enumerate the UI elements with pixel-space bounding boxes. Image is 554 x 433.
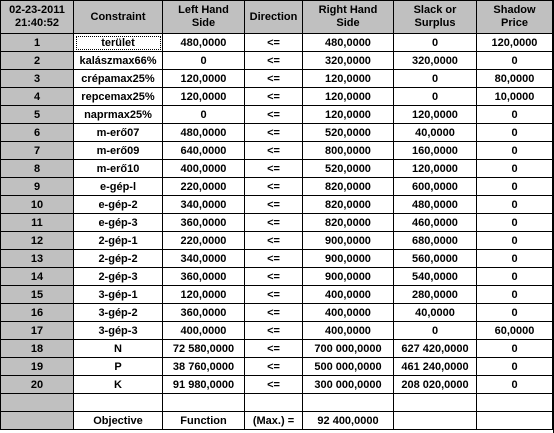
col-header-shadow-price[interactable] (477, 1, 553, 34)
shadow-price-cell[interactable]: 60,0000 (477, 322, 553, 340)
col-header-rhs-line1: Right Hand (318, 4, 378, 16)
col-header-lhs[interactable] (163, 1, 245, 34)
rhs-cell[interactable]: 520,0000 (303, 160, 394, 178)
rhs-cell[interactable]: 520,0000 (303, 124, 394, 142)
slack-cell[interactable]: 280,0000 (394, 286, 477, 304)
constraint-cell[interactable]: 3-gép-2 (74, 304, 163, 322)
blank-cell (303, 394, 394, 412)
row-number[interactable]: 3 (1, 70, 74, 88)
lhs-cell[interactable]: 38 760,0000 (163, 358, 245, 376)
table-row[interactable] (1, 124, 553, 142)
blank-cell (163, 394, 245, 412)
direction-cell[interactable]: <= (245, 88, 303, 106)
row-number[interactable]: 16 (1, 304, 74, 322)
slack-cell[interactable]: 460,0000 (394, 214, 477, 232)
lhs-cell[interactable]: 480,0000 (163, 124, 245, 142)
col-header-slack-line2: Surplus (414, 17, 456, 29)
blank-cell (477, 394, 553, 412)
lhs-cell[interactable]: 120,0000 (163, 88, 245, 106)
shadow-price-cell[interactable]: 0 (477, 232, 553, 250)
direction-cell[interactable]: <= (245, 106, 303, 124)
shadow-price-cell[interactable]: 0 (477, 268, 553, 286)
shadow-price-cell[interactable]: 0 (477, 178, 553, 196)
row-number[interactable]: 11 (1, 214, 74, 232)
slack-cell[interactable]: 680,0000 (394, 232, 477, 250)
shadow-price-cell[interactable]: 0 (477, 304, 553, 322)
rhs-cell[interactable]: 400,0000 (303, 322, 394, 340)
slack-cell[interactable]: 40,0000 (394, 304, 477, 322)
row-number[interactable]: 1 (1, 34, 74, 52)
rhs-cell[interactable]: 400,0000 (303, 286, 394, 304)
rhs-cell[interactable]: 120,0000 (303, 70, 394, 88)
direction-cell[interactable]: <= (245, 142, 303, 160)
direction-cell[interactable]: <= (245, 304, 303, 322)
col-header-slack[interactable] (394, 1, 477, 34)
rhs-cell[interactable]: 300 000,0000 (303, 376, 394, 394)
constraint-cell[interactable]: terület (74, 34, 163, 52)
col-header-lhs-line2: Side (191, 17, 216, 29)
constraint-cell[interactable]: repcemax25% (74, 88, 163, 106)
direction-cell[interactable]: <= (245, 34, 303, 52)
report-time: 21:40:52 (14, 17, 60, 29)
row-number[interactable]: 15 (1, 286, 74, 304)
constraint-cell[interactable]: 2-gép-1 (74, 232, 163, 250)
table-row[interactable] (1, 250, 553, 268)
direction-cell[interactable]: <= (245, 268, 303, 286)
row-number[interactable]: 18 (1, 340, 74, 358)
table-row[interactable] (1, 34, 553, 52)
constraint-cell[interactable]: m-erő10 (74, 160, 163, 178)
shadow-price-cell[interactable]: 0 (477, 214, 553, 232)
objective-row[interactable] (1, 412, 553, 430)
table-row[interactable] (1, 376, 553, 394)
col-header-constraint[interactable] (74, 1, 163, 34)
objective-row-number[interactable] (1, 412, 74, 430)
slack-cell[interactable]: 0 (394, 88, 477, 106)
table-row[interactable] (1, 214, 553, 232)
constraint-cell[interactable]: 3-gép-3 (74, 322, 163, 340)
blank-cell (245, 394, 303, 412)
row-number[interactable]: 12 (1, 232, 74, 250)
slack-cell[interactable]: 0 (394, 70, 477, 88)
row-number[interactable]: 6 (1, 124, 74, 142)
objective-label[interactable]: Objective (74, 412, 163, 430)
table-row[interactable] (1, 340, 553, 358)
slack-cell[interactable]: 120,0000 (394, 160, 477, 178)
direction-cell[interactable]: <= (245, 214, 303, 232)
rhs-cell[interactable]: 820,0000 (303, 214, 394, 232)
col-header-slack-line1: Slack or (413, 4, 457, 16)
table-row[interactable] (1, 70, 553, 88)
shadow-price-cell[interactable]: 0 (477, 124, 553, 142)
slack-cell[interactable]: 480,0000 (394, 196, 477, 214)
lhs-cell[interactable]: 480,0000 (163, 34, 245, 52)
header-row (1, 1, 553, 34)
row-number[interactable]: 2 (1, 52, 74, 70)
col-header-direction[interactable] (245, 1, 303, 34)
table-row[interactable] (1, 304, 553, 322)
row-number[interactable]: 9 (1, 178, 74, 196)
table-row[interactable] (1, 358, 553, 376)
blank-cell (394, 394, 477, 412)
blank-cell (1, 394, 74, 412)
row-number[interactable]: 7 (1, 142, 74, 160)
constraint-cell[interactable]: 3-gép-1 (74, 286, 163, 304)
shadow-price-cell[interactable]: 0 (477, 160, 553, 178)
objective-empty-cell[interactable] (477, 412, 553, 430)
row-number[interactable]: 13 (1, 250, 74, 268)
row-number[interactable]: 17 (1, 322, 74, 340)
direction-cell[interactable]: <= (245, 322, 303, 340)
lhs-cell[interactable]: 340,0000 (163, 250, 245, 268)
lhs-cell[interactable]: 120,0000 (163, 70, 245, 88)
rhs-cell[interactable]: 900,0000 (303, 232, 394, 250)
shadow-price-cell[interactable]: 0 (477, 286, 553, 304)
direction-cell[interactable]: <= (245, 250, 303, 268)
lhs-cell[interactable]: 91 980,0000 (163, 376, 245, 394)
constraint-cell[interactable]: K (74, 376, 163, 394)
table-row[interactable] (1, 286, 553, 304)
lhs-cell[interactable]: 640,0000 (163, 142, 245, 160)
slack-cell[interactable]: 160,0000 (394, 142, 477, 160)
constraint-cell[interactable]: e-gép-3 (74, 214, 163, 232)
rhs-cell[interactable]: 820,0000 (303, 178, 394, 196)
lhs-cell[interactable]: 120,0000 (163, 286, 245, 304)
rhs-cell[interactable]: 400,0000 (303, 304, 394, 322)
shadow-price-cell[interactable]: 80,0000 (477, 70, 553, 88)
objective-type[interactable]: (Max.) = (245, 412, 303, 430)
rhs-cell[interactable]: 900,0000 (303, 250, 394, 268)
table-row[interactable] (1, 232, 553, 250)
table-row[interactable] (1, 88, 553, 106)
col-header-constraint-line1: Constraint (90, 10, 146, 23)
lhs-cell[interactable]: 340,0000 (163, 196, 245, 214)
rhs-cell[interactable]: 900,0000 (303, 268, 394, 286)
row-number[interactable]: 10 (1, 196, 74, 214)
col-header-rhs-line2: Side (336, 17, 360, 29)
direction-cell[interactable]: <= (245, 232, 303, 250)
rhs-cell[interactable]: 480,0000 (303, 34, 394, 52)
lhs-cell[interactable]: 72 580,0000 (163, 340, 245, 358)
direction-cell[interactable]: <= (245, 358, 303, 376)
table-row[interactable] (1, 142, 553, 160)
col-header-shadow-line2: Price (501, 17, 528, 29)
slack-cell[interactable]: 600,0000 (394, 178, 477, 196)
constraint-cell[interactable]: kalászmax66% (74, 52, 163, 70)
shadow-price-cell[interactable]: 120,0000 (477, 34, 553, 52)
rhs-cell[interactable]: 820,0000 (303, 196, 394, 214)
slack-cell[interactable]: 40,0000 (394, 124, 477, 142)
lhs-cell[interactable]: 360,0000 (163, 214, 245, 232)
table-row[interactable] (1, 106, 553, 124)
lhs-cell[interactable]: 400,0000 (163, 322, 245, 340)
shadow-price-cell[interactable]: 0 (477, 358, 553, 376)
shadow-price-cell[interactable]: 0 (477, 142, 553, 160)
constraint-cell[interactable]: crépamax25% (74, 70, 163, 88)
shadow-price-cell[interactable]: 0 (477, 376, 553, 394)
objective-empty-cell[interactable] (394, 412, 477, 430)
col-header-rhs[interactable] (303, 1, 394, 34)
constraint-cell[interactable]: P (74, 358, 163, 376)
row-number[interactable]: 14 (1, 268, 74, 286)
direction-cell[interactable]: <= (245, 52, 303, 70)
constraint-cell[interactable]: e-gép-2 (74, 196, 163, 214)
lhs-cell[interactable]: 0 (163, 52, 245, 70)
report-timestamp (1, 1, 74, 34)
slack-cell[interactable]: 0 (394, 322, 477, 340)
lhs-cell[interactable]: 360,0000 (163, 268, 245, 286)
objective-value[interactable]: 92 400,0000 (303, 412, 394, 430)
lhs-cell[interactable]: 360,0000 (163, 304, 245, 322)
row-number[interactable]: 19 (1, 358, 74, 376)
lhs-cell[interactable]: 400,0000 (163, 160, 245, 178)
shadow-price-cell[interactable]: 0 (477, 106, 553, 124)
rhs-cell[interactable]: 120,0000 (303, 88, 394, 106)
lhs-cell[interactable]: 220,0000 (163, 178, 245, 196)
table-row[interactable] (1, 196, 553, 214)
blank-row (1, 394, 553, 412)
slack-cell[interactable]: 120,0000 (394, 106, 477, 124)
shadow-price-cell[interactable]: 0 (477, 196, 553, 214)
direction-cell[interactable]: <= (245, 70, 303, 88)
shadow-price-cell[interactable]: 0 (477, 52, 553, 70)
rhs-cell[interactable]: 800,0000 (303, 142, 394, 160)
lhs-cell[interactable]: 220,0000 (163, 232, 245, 250)
constraint-cell[interactable]: m-erő09 (74, 142, 163, 160)
shadow-price-cell[interactable]: 0 (477, 250, 553, 268)
rhs-cell[interactable]: 500 000,0000 (303, 358, 394, 376)
slack-cell[interactable]: 560,0000 (394, 250, 477, 268)
direction-cell[interactable]: <= (245, 196, 303, 214)
col-header-shadow-line1: Shadow (493, 4, 536, 16)
constraint-cell[interactable]: e-gép-l (74, 178, 163, 196)
constraint-cell[interactable]: 2-gép-3 (74, 268, 163, 286)
direction-cell[interactable]: <= (245, 160, 303, 178)
rhs-cell[interactable]: 320,0000 (303, 52, 394, 70)
rhs-cell[interactable]: 120,0000 (303, 106, 394, 124)
row-number[interactable]: 20 (1, 376, 74, 394)
col-header-direction-line1: Direction (249, 10, 298, 23)
slack-cell[interactable]: 627 420,0000 (394, 340, 477, 358)
table-row[interactable] (1, 268, 553, 286)
slack-cell[interactable]: 540,0000 (394, 268, 477, 286)
table-row[interactable] (1, 178, 553, 196)
row-number[interactable]: 4 (1, 88, 74, 106)
direction-cell[interactable]: <= (245, 178, 303, 196)
direction-cell[interactable]: <= (245, 340, 303, 358)
col-header-lhs-line1: Left Hand (178, 4, 229, 16)
direction-cell[interactable]: <= (245, 124, 303, 142)
constraint-cell[interactable]: m-erő07 (74, 124, 163, 142)
table-row[interactable] (1, 160, 553, 178)
constraint-cell[interactable]: 2-gép-2 (74, 250, 163, 268)
table-row[interactable] (1, 322, 553, 340)
shadow-price-cell[interactable]: 10,0000 (477, 88, 553, 106)
slack-cell[interactable]: 461 240,0000 (394, 358, 477, 376)
row-number[interactable]: 8 (1, 160, 74, 178)
constraint-cell[interactable]: naprmax25% (74, 106, 163, 124)
blank-cell (74, 394, 163, 412)
table-row[interactable] (1, 52, 553, 70)
rhs-cell[interactable]: 700 000,0000 (303, 340, 394, 358)
report-date: 02-23-2011 (9, 4, 65, 16)
constraint-cell[interactable]: N (74, 340, 163, 358)
slack-cell[interactable]: 0 (394, 34, 477, 52)
slack-cell[interactable]: 208 020,0000 (394, 376, 477, 394)
slack-cell[interactable]: 320,0000 (394, 52, 477, 70)
objective-function-label[interactable]: Function (163, 412, 245, 430)
row-number[interactable]: 5 (1, 106, 74, 124)
lhs-cell[interactable]: 0 (163, 106, 245, 124)
direction-cell[interactable]: <= (245, 286, 303, 304)
direction-cell[interactable]: <= (245, 376, 303, 394)
shadow-price-cell[interactable]: 0 (477, 340, 553, 358)
